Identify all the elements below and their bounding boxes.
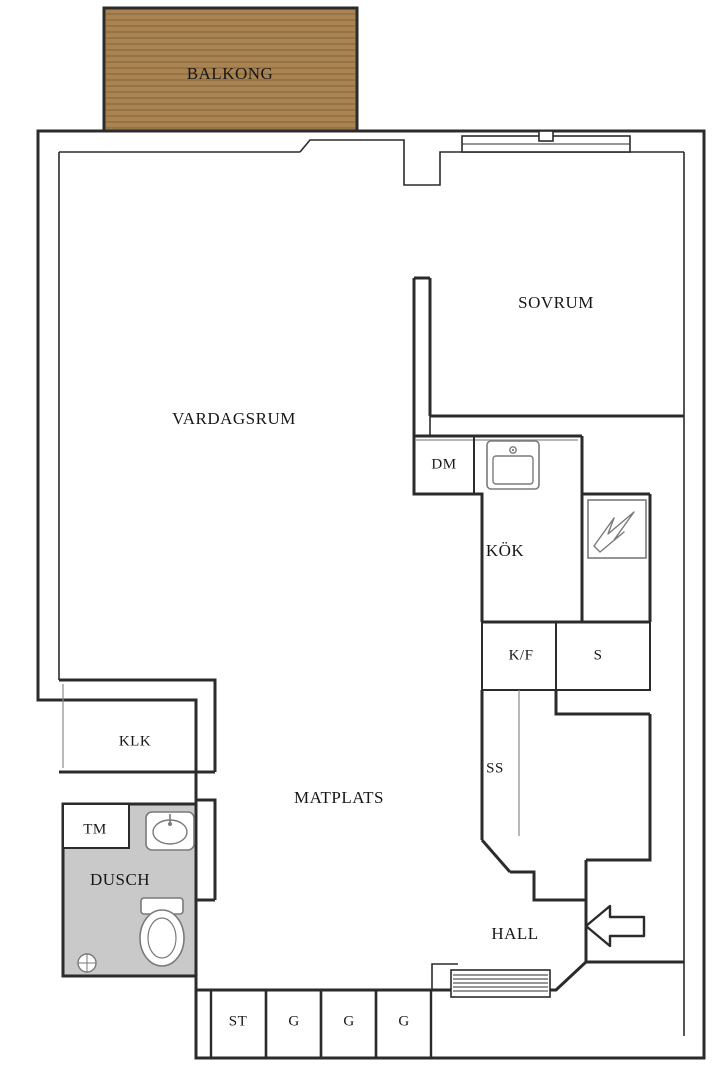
kitchen-sink [487, 441, 539, 489]
floor-drain [78, 954, 96, 972]
wash-basin [146, 812, 194, 850]
toilet [140, 898, 184, 966]
room-label-shower-room: DUSCH [89, 870, 151, 889]
room-label-waste-sorting: SS [486, 760, 504, 777]
room-label-dishwasher: DM [431, 456, 457, 473]
room-label-fridge-freezer: K/F [508, 647, 534, 664]
room-label-hall: HALL [491, 924, 539, 943]
room-label-washing-machine: TM [83, 821, 107, 838]
room-label-dining-area: MATPLATS [294, 788, 384, 807]
stove-hob [588, 500, 646, 558]
room-label-wardrobe-3: G [398, 1013, 410, 1030]
room-label-wardrobe-2: G [343, 1013, 355, 1030]
room-label-storage: ST [228, 1013, 248, 1030]
room-label-kitchen: KÖK [485, 541, 525, 560]
radiator [451, 970, 550, 997]
room-label-pantry: S [593, 647, 603, 664]
room-label-wardrobe-1: G [288, 1013, 300, 1030]
room-label-walk-in-closet: KLK [118, 733, 152, 750]
room-label-bedroom: SOVRUM [518, 293, 594, 312]
room-label-balcony: BALKONG [186, 64, 274, 83]
room-label-living-room: VARDAGSRUM [172, 409, 296, 428]
